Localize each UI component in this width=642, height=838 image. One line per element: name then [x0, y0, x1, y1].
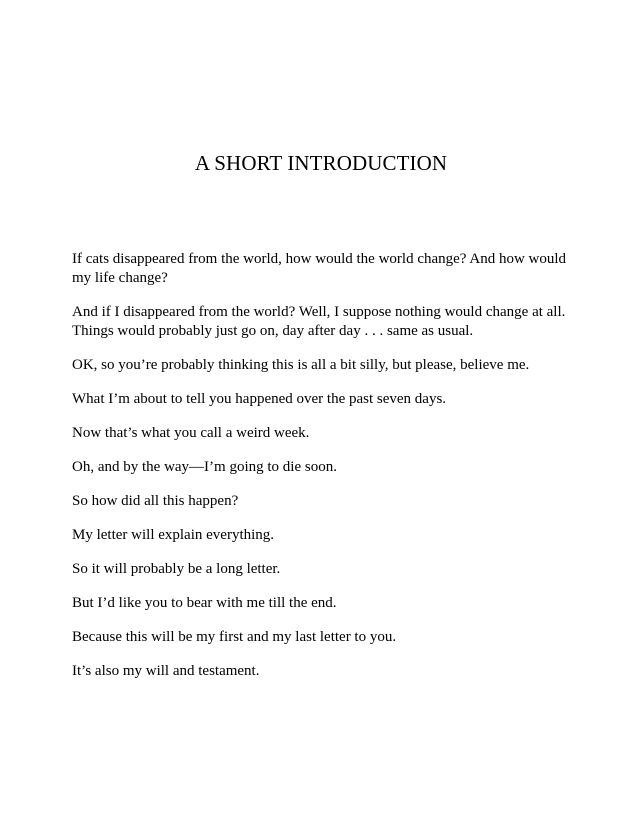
paragraph: So it will probably be a long letter.: [72, 561, 281, 577]
paragraph: What I’m about to tell you happened over the past seven days.: [72, 391, 447, 407]
chapter-body: [72, 250, 568, 696]
paragraph: If cats disappeared from the world, how would the world change? And how would my life change?: [72, 251, 567, 286]
paragraph: Oh, and by the way—I’m going to die soon.: [72, 459, 337, 475]
paragraph: And if I disappeared from the world? Well, I suppose nothing would change at all. Things would probably just go on, day after day . . . same as usual.: [72, 304, 566, 339]
paragraph: Now that’s what you call a weird week.: [72, 425, 310, 441]
paragraph: Because this will be my first and my last letter to you.: [72, 629, 397, 645]
paragraph: It’s also my will and testament.: [72, 663, 260, 679]
paragraph: So how did all this happen?: [72, 493, 239, 509]
paragraph: My letter will explain everything.: [72, 527, 275, 543]
paragraph: But I’d like you to bear with me till the end.: [72, 595, 337, 611]
paragraph: OK, so you’re probably thinking this is all a bit silly, but please, believe me.: [72, 357, 530, 373]
chapter-title: A SHORT INTRODUCTION: [194, 151, 448, 175]
